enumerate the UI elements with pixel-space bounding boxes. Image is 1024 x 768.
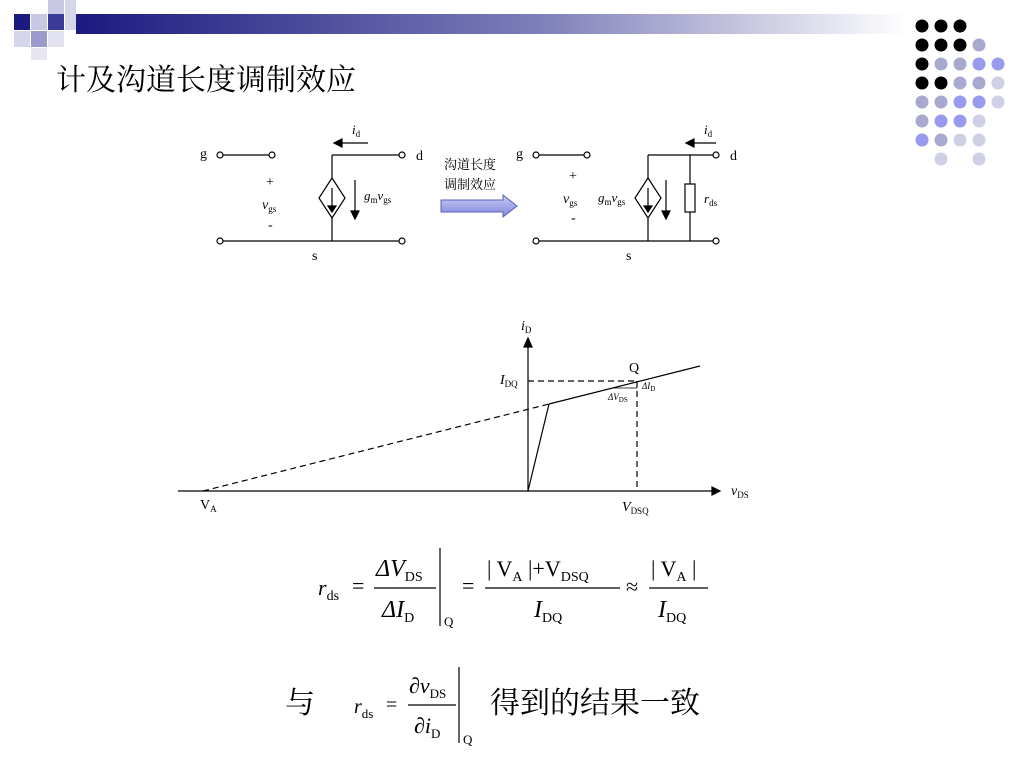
checker-square-light-4 xyxy=(14,31,30,47)
f1-num2: | $V_A$ $|+V_{DSQ}$ xyxy=(487,556,589,585)
decor-dot xyxy=(935,96,948,109)
arrow-label-line1: 沟道长度 xyxy=(444,158,497,173)
f1-eval-sub: Q xyxy=(444,614,454,629)
circuit-left-labels xyxy=(200,122,423,264)
checker-square-navy-1 xyxy=(14,14,30,30)
decor-dot xyxy=(916,77,929,90)
resistor-rds xyxy=(685,184,695,212)
label-s: s xyxy=(312,249,318,264)
graph-labels xyxy=(200,319,749,516)
decor-dot xyxy=(935,39,948,52)
formula-rds-derivation xyxy=(318,548,708,629)
terminal-g-right xyxy=(269,152,275,158)
decor-dot xyxy=(954,115,967,128)
ohmic-region-line xyxy=(528,404,549,491)
f2-eq: = xyxy=(386,694,398,716)
checker-square-light-2 xyxy=(48,0,64,14)
label-s-right: s xyxy=(626,249,632,264)
label-minus: - xyxy=(268,218,273,233)
checker-square-gray-1 xyxy=(31,31,47,47)
terminal-d xyxy=(399,152,405,158)
label-va: $V_A$ xyxy=(200,498,217,514)
label-vgs: $v_{gs}$ xyxy=(262,198,277,214)
label-rds: $r_{ds}$ xyxy=(704,191,718,208)
arrow-shape xyxy=(441,195,517,217)
f2-suffix: 得到的结果一致 xyxy=(490,686,700,721)
label-idq: $I_{DQ}$ xyxy=(500,373,518,389)
decor-dot xyxy=(973,115,986,128)
f1-eq2: = xyxy=(462,573,475,598)
label-vdsq: $V_{DSQ}$ xyxy=(622,500,649,516)
decor-dot xyxy=(916,58,929,71)
label-id-right: $i_d$ xyxy=(704,122,713,139)
dot-grid xyxy=(916,20,1005,166)
f2-den: $\partial i_D$ xyxy=(414,713,441,741)
decor-dot xyxy=(916,20,929,33)
label-g-right: g xyxy=(516,147,523,162)
label-gm-vgs-right: $g_mv_{gs}$ xyxy=(598,190,626,207)
decor-dot xyxy=(973,58,986,71)
f2-num: $\partial v_{DS}$ xyxy=(409,673,447,701)
decor-dot xyxy=(954,58,967,71)
label-d-right: d xyxy=(730,149,737,164)
f1-lhs: $r_{ds}$ xyxy=(318,575,340,604)
decor-dot xyxy=(954,20,967,33)
checker-square-navy-2 xyxy=(48,14,64,30)
label-minus-right: - xyxy=(571,211,576,226)
decor-dot xyxy=(935,58,948,71)
f1-den: $\Delta I_D$ xyxy=(382,597,415,626)
terminal-s-right xyxy=(399,238,405,244)
terminal-g-left xyxy=(217,152,223,158)
checker-square-light-6 xyxy=(31,48,47,60)
f2-lhs: $r_{ds}$ xyxy=(354,696,374,721)
decor-dot xyxy=(992,58,1005,71)
label-plus-right: + xyxy=(569,169,577,184)
decor-dot xyxy=(935,153,948,166)
decor-dot xyxy=(935,20,948,33)
f1-eq: = xyxy=(352,573,365,598)
decor-dot xyxy=(935,115,948,128)
decor-dot xyxy=(992,96,1005,109)
label-g: g xyxy=(200,147,207,162)
header-gradient-bar xyxy=(76,14,906,34)
checker-square-light-1 xyxy=(31,14,47,30)
f1-approx: ≈ xyxy=(626,574,639,599)
decor-dot xyxy=(916,134,929,147)
decor-dot xyxy=(973,134,986,147)
header-decoration xyxy=(14,0,906,60)
decor-dot xyxy=(935,134,948,147)
decor-dot xyxy=(916,39,929,52)
f1-num3: | $V_A$ | xyxy=(651,556,697,585)
f1-den2: $I_{DQ}$ xyxy=(534,597,563,626)
label-vgs-right: $v_{gs}$ xyxy=(563,192,578,208)
label-delta-v: $\Delta V_{DS}$ xyxy=(608,392,628,404)
transform-arrow xyxy=(441,157,517,217)
label-delta-i: $\Delta I_D$ xyxy=(642,381,656,393)
axis-label-x: $v_{DS}$ xyxy=(731,484,749,500)
label-plus: + xyxy=(266,175,274,190)
decor-dot xyxy=(973,77,986,90)
formula-rds-definition xyxy=(285,667,700,747)
slide-title: 计及沟道长度调制效应 xyxy=(56,63,356,98)
arrow-label-line2: 调制效应 xyxy=(444,178,497,193)
decor-dot xyxy=(973,39,986,52)
decor-dot xyxy=(916,115,929,128)
decor-dot xyxy=(916,96,929,109)
decor-dot xyxy=(992,77,1005,90)
decor-dot xyxy=(954,39,967,52)
label-q: Q xyxy=(629,361,640,376)
f1-den3: $I_{DQ}$ xyxy=(658,597,687,626)
label-id: $i_d$ xyxy=(352,122,361,139)
label-d: d xyxy=(416,149,423,164)
f1-num: $\Delta V_{DS}$ xyxy=(376,556,423,585)
label-gm-vgs: $g_mv_{gs}$ xyxy=(364,188,392,205)
axis-label-y: $i_D$ xyxy=(521,319,532,335)
checker-square-light-3 xyxy=(65,0,76,30)
checker-square-light-5 xyxy=(48,31,64,47)
decor-dot xyxy=(973,153,986,166)
f2-eval-sub: Q xyxy=(463,732,473,747)
decor-dot xyxy=(973,96,986,109)
decor-dot xyxy=(954,96,967,109)
terminal-s-left-top xyxy=(217,238,223,244)
decor-dot xyxy=(935,77,948,90)
f2-prefix: 与 xyxy=(285,686,315,721)
circuit-right xyxy=(533,139,719,244)
decor-dot xyxy=(954,134,967,147)
va-extrapolation xyxy=(203,404,549,491)
decor-dot xyxy=(954,77,967,90)
